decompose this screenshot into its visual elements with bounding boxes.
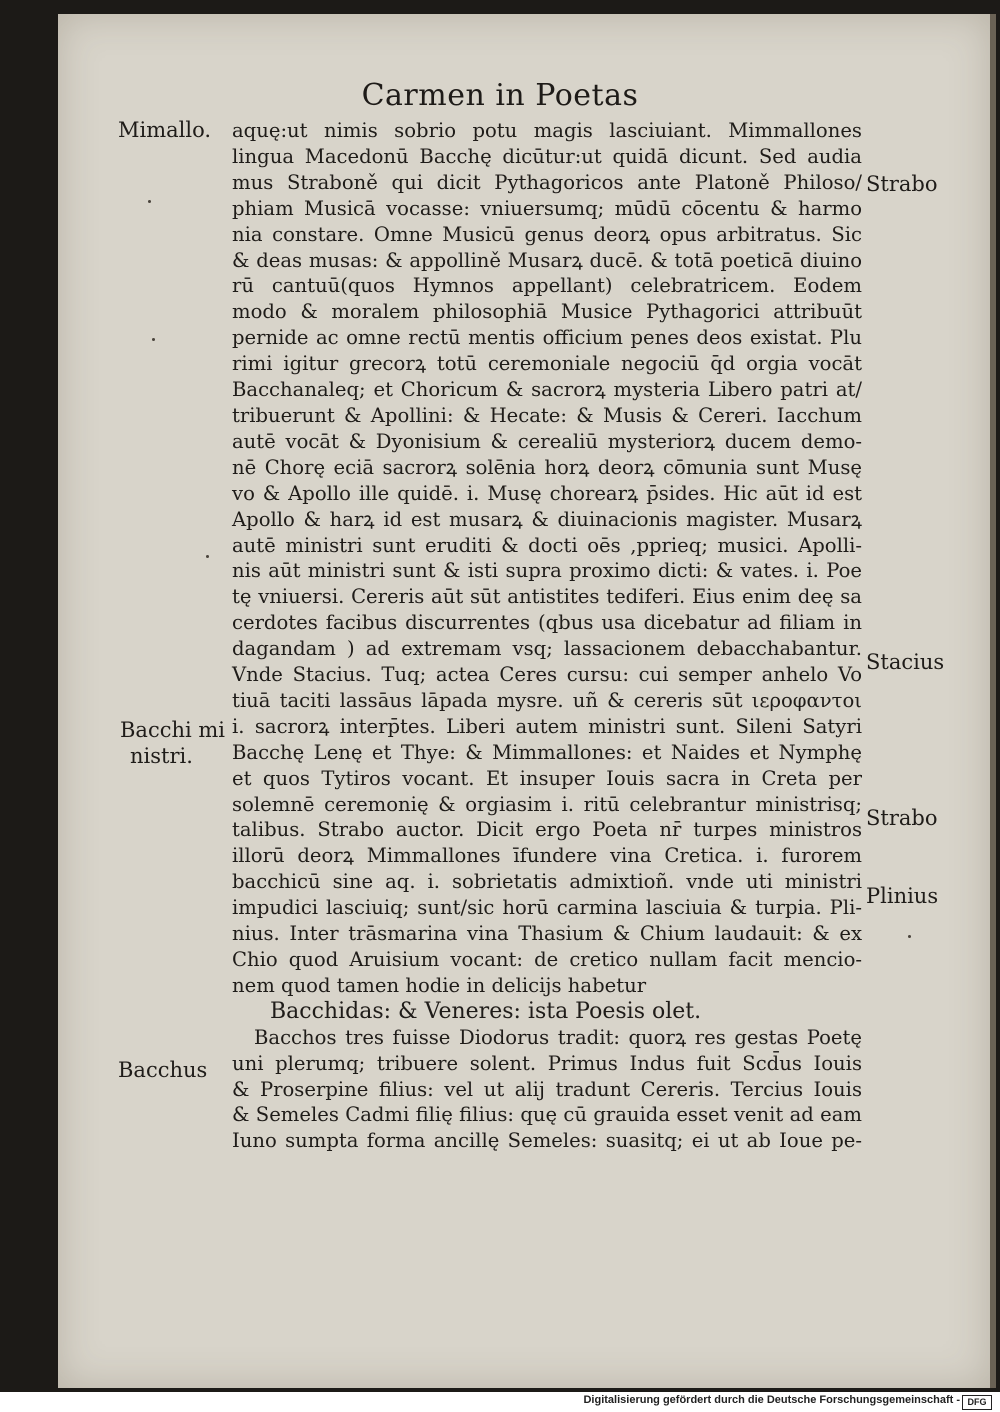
text-line: & deas musas: & appollině Musarꝝ ducē. & totā poeticā diuino xyxy=(232,248,862,272)
text-line: uni plerumq; tribuere solent. Primus Indus fuit Scd̄us Iouis xyxy=(232,1051,862,1075)
verse-heading: Bacchidas: & Veneres: ista Poesis olet. xyxy=(270,998,702,1024)
text-line: & Proserpine filius: vel ut alij tradunt Cereris. Tercius Iouis xyxy=(232,1077,862,1101)
text-line: modo & moralem philosophiā Musice Pythagorici attribuūt xyxy=(232,300,862,324)
text-line: Vnde Stacius. Tuq; actea Ceres cursu: cui semper anhelo Vo xyxy=(232,663,862,687)
text-line: nis aūt ministri sunt & isti supra proximo dicti: & vates. i. Poe xyxy=(232,559,862,583)
text-line: impudici lasciuiq; sunt/sic horū carmina lasciuia & turpia. Pli- xyxy=(232,896,862,920)
text-line: et quos Tytiros vocant. Et insuper Iouis sacra in Creta per xyxy=(232,766,862,790)
footer-bar xyxy=(0,1392,1000,1412)
text-line: nia constare. Omne Musicū genus deorꝝ opus arbitratus. Sic xyxy=(232,222,862,246)
text-line: talibus. Strabo auctor. Dicit ergo Poeta nr̄ turpes ministros xyxy=(232,818,862,842)
text-line: vo & Apollo ille quidē. i. Musę chorearꝝ p̄sides. Hic aūt id est xyxy=(232,481,862,505)
text-line: dagandam ) ad extremam vsq; lassacionem debacchabantur. xyxy=(232,637,862,661)
text-line: Bacchę Lenę et Thye: & Mimmallones: et Naides et Nymphę xyxy=(232,740,862,764)
text-line: Apollo & harꝝ id est musarꝝ & diuinacionis magister. Musarꝝ xyxy=(232,507,862,531)
page-edge xyxy=(990,14,996,1388)
margin-note-mimallo: Mimallo. xyxy=(118,118,212,142)
ink-speck xyxy=(148,200,151,203)
text-line: rimi igitur grecorꝝ totū ceremoniale negociū q̄d orgia vocāt xyxy=(232,352,862,376)
text-line: rū cantuū(quos Hymnos appellant) celebratricem. Eodem xyxy=(232,274,862,298)
margin-note-strabo: Strabo xyxy=(866,172,938,196)
text-line: nē Chorę eciā sacrorꝝ solēnia horꝝ deorꝝ cōmunia sunt Musę xyxy=(232,455,862,479)
text-line: i. sacrorꝝ interp̄tes. Liberi autem ministri sunt. Sileni Satyri xyxy=(232,714,863,738)
margin-note-plinius: Plinius xyxy=(866,884,939,908)
text-line: solemnē ceremonię & orgiasim i. ritū celebrantur ministrisq; xyxy=(232,792,862,816)
text-line: & Semeles Cadmi filię filius: quę cū grauida esset venit ad eam xyxy=(232,1103,862,1127)
margin-note-stacius: Stacius xyxy=(866,650,945,674)
text-line: lingua Macedonū Bacchę dicūtur:ut quidā dicunt. Sed audia xyxy=(232,144,862,168)
margin-note-bacchi-ministri-1: Bacchi mi xyxy=(120,718,226,742)
text-line: Iuno sumpta forma ancillę Semeles: suasitq; ei ut ab Ioue pe- xyxy=(232,1129,862,1153)
text-line: autē vocāt & Dyonisium & cerealiū mysteriorꝝ ducem demo- xyxy=(232,429,862,453)
funding-credit: Digitalisierung gefördert durch die Deutsche Forschungsgemeinschaft - xyxy=(583,1394,960,1406)
margin-note-strabo-2: Strabo xyxy=(866,806,938,830)
text-line: pernide ac omne rectū mentis officium penes deos existat. Plu xyxy=(232,326,862,350)
text-line: phiam Musicā vocasse: vniuersumq; mūdū cōcentu & harmo xyxy=(232,196,862,220)
text-line: nem quod tamen hodie in delicijs habetur xyxy=(232,973,647,997)
ink-speck xyxy=(206,555,209,558)
text-line: Chio quod Aruisium vocant: de cretico nullam facit mencio- xyxy=(232,948,862,971)
page-title: Carmen in Poetas xyxy=(361,78,639,113)
text-line: aquę:ut nimis sobrio potu magis lasciuiant. Mimmallones xyxy=(232,119,862,142)
body-text xyxy=(232,118,862,1154)
text-line: cerdotes facibus discurrentes (qbus usa dicebatur ad filiam in xyxy=(232,611,862,635)
text-line: Bacchos tres fuisse Diodorus tradit: quorꝝ res gestas Poetę xyxy=(254,1025,862,1049)
text-line: illorū deorꝝ Mimmallones īfundere vina Cretica. i. furorem xyxy=(232,844,862,868)
margin-note-bacchus: Bacchus xyxy=(118,1058,208,1082)
text-line: autē ministri sunt eruditi & docti oēs ,pprieq; musici. Apolli- xyxy=(232,533,862,557)
dfg-logo: DFG xyxy=(962,1395,992,1410)
text-line: bacchicū sine aq. i. sobrietatis admixtioñ. vnde uti ministri xyxy=(232,870,862,894)
margin-note-bacchi-ministri-2: nistri. xyxy=(130,744,193,768)
text-line: mus Straboně qui dicit Pythagoricos ante Platoně Philoso/ xyxy=(232,170,862,194)
ink-speck xyxy=(908,935,911,938)
ink-speck xyxy=(152,338,155,341)
text-line: nius. Inter trāsmarina vina Thasium & Chium laudauit: & ex xyxy=(232,922,862,946)
text-line: Bacchanaleq; et Choricum & sacrorꝝ mysteria Libero patri at/ xyxy=(232,378,862,402)
text-line: tribuerunt & Apollini: & Hecate: & Musis & Cereri. Iacchum xyxy=(232,403,862,427)
text-line: tę vniuersi. Cereris aūt sūt antistites tediferi. Eius enim deę sa xyxy=(232,585,862,609)
text-line: tiuā taciti lassāus lāpada mysre. uñ & cereris sūt ιεροφαντοι xyxy=(232,688,862,712)
